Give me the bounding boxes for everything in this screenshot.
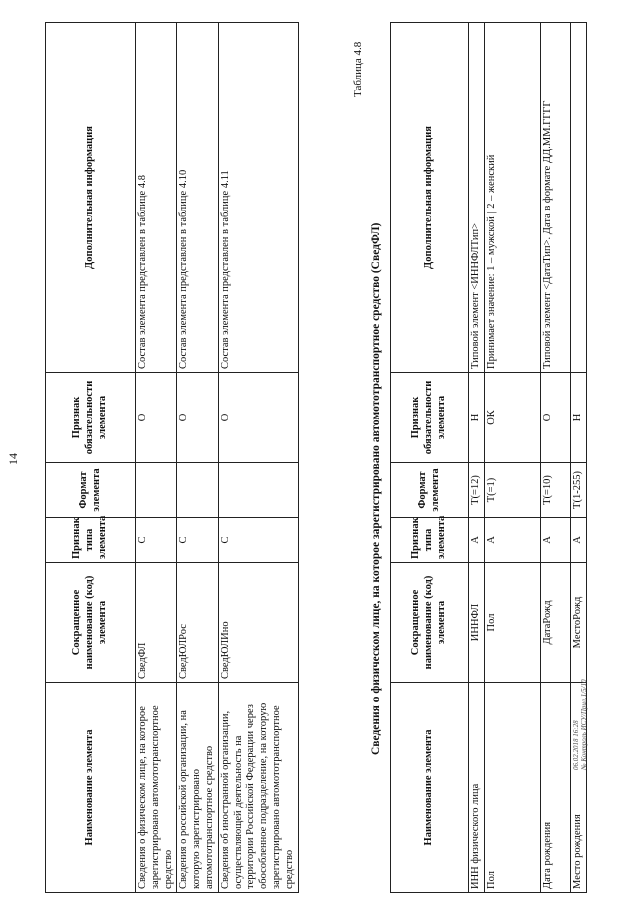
cell-code: ДатаРожд (540, 563, 570, 683)
table-row (484, 23, 540, 893)
cell-required: О (218, 373, 298, 463)
cell-info: Состав элемента представлен в таблице 4.8 (136, 23, 177, 373)
header-cell: Признак обязательности элемента (391, 373, 469, 463)
cell-code: МестоРожд (570, 563, 586, 683)
cell-name: ИНН физического лица (469, 683, 485, 893)
table-row (469, 23, 485, 893)
cell-format: T(=12) (469, 463, 485, 518)
cell-format: T(=10) (540, 463, 570, 518)
cell-info: Принимает значение: 1 – мужской | 2 – женский (484, 23, 540, 373)
header-cell: Сокращенное наименование (код) элемента (391, 563, 469, 683)
cell-type: А (570, 518, 586, 563)
header-cell: Признак обязательности элемента (46, 373, 136, 463)
cell-name: Сведения о физическом лице, на которое зарегистрировано автомототранспортное средство (136, 683, 177, 893)
cell-code: Пол (484, 563, 540, 683)
stamp-line: № Контроль ИСУ/Прил.1/5/10 (580, 679, 589, 770)
cell-required: О (540, 373, 570, 463)
cell-type: А (469, 518, 485, 563)
cell-format (177, 463, 218, 518)
header-cell: Наименование элемента (46, 683, 136, 893)
header-cell: Признак типа элемента (391, 518, 469, 563)
cell-format (218, 463, 298, 518)
cell-type: С (218, 518, 298, 563)
table-row (540, 23, 570, 893)
cell-info: Состав элемента представлен в таблице 4.11 (218, 23, 298, 373)
table-row (136, 23, 177, 893)
cell-info: Типовой элемент <ДатаТип>. Дата в формате ДД.ММ.ГГГГ (540, 23, 570, 373)
cell-required: О (136, 373, 177, 463)
cell-code: СведФЛ (136, 563, 177, 683)
cell-info: Типовой элемент <ИННФЛТип> (469, 23, 485, 373)
table-bottom (390, 22, 587, 893)
cell-info: Состав элемента представлен в таблице 4.10 (177, 23, 218, 373)
cell-required: О (177, 373, 218, 463)
print-stamp (572, 679, 589, 770)
cell-format: T(1-255) (570, 463, 586, 518)
table-top-header (46, 23, 136, 893)
cell-required: ОК (484, 373, 540, 463)
cell-info (570, 23, 586, 373)
cell-format: T(=1) (484, 463, 540, 518)
cell-code: ИННФЛ (469, 563, 485, 683)
stamp-line: 06.02.2018 16:28 (572, 720, 580, 770)
header-cell: Формат элемента (46, 463, 136, 518)
page-number: 14 (6, 453, 20, 465)
header-cell: Наименование элемента (391, 683, 469, 893)
cell-type: А (540, 518, 570, 563)
table-top (45, 22, 299, 893)
cell-name: Дата рождения (540, 683, 570, 893)
header-cell: Дополнительная информация (391, 23, 469, 373)
cell-code: СведЮЛИно (218, 563, 298, 683)
cell-required: Н (570, 373, 586, 463)
cell-type: С (136, 518, 177, 563)
table-bottom-header (391, 23, 469, 893)
table-caption: Таблица 4.8 (352, 41, 364, 97)
cell-type: А (484, 518, 540, 563)
header-cell: Формат элемента (391, 463, 469, 518)
cell-name: Место рождения (570, 683, 586, 893)
table-row (218, 23, 298, 893)
cell-name: Сведения о российской организации, на которую зарегистрировано автомототранспортное средство (177, 683, 218, 893)
table-row (177, 23, 218, 893)
cell-format (136, 463, 177, 518)
cell-code: СведЮЛРос (177, 563, 218, 683)
header-cell: Дополнительная информация (46, 23, 136, 373)
cell-required: Н (469, 373, 485, 463)
cell-type: С (177, 518, 218, 563)
table-title: Сведения о физическом лице, на которое зарегистрировано автомототранспортное средство (СведФЛ) (370, 222, 382, 755)
cell-name: Пол (484, 683, 540, 893)
header-cell: Признак типа элемента (46, 518, 136, 563)
header-cell: Сокращенное наименование (код) элемента (46, 563, 136, 683)
cell-name: Сведения об иностранной организации, осуществляющей деятельность на территории Российской Федерации через обособленное подразделение, на которую зарегистрировано автомототранспортное средство (218, 683, 298, 893)
